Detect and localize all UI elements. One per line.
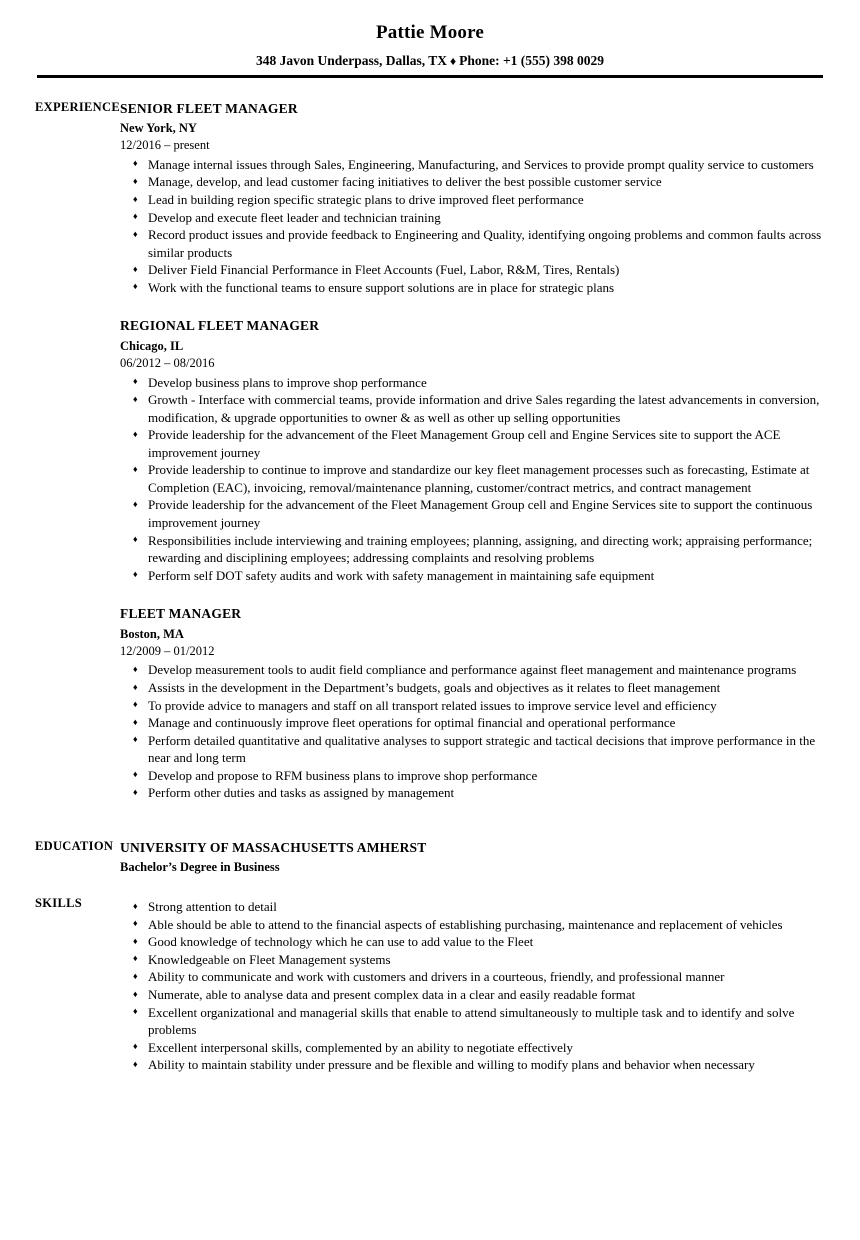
education-body: [120, 839, 860, 876]
job-responsibility-list: [120, 661, 823, 801]
list-item: ♦ Good knowledge of technology which he can use to add value to the Fleet: [120, 933, 823, 951]
list-item: ♦ Develop measurement tools to audit field compliance and performance against fleet management and maintenance programs: [120, 661, 823, 679]
diamond-separator-icon: ♦: [449, 53, 457, 68]
contact-phone: Phone: +1 (555) 398 0029: [459, 52, 605, 68]
experience-section: [0, 100, 860, 802]
job-dates: 12/2016 – present: [120, 138, 210, 153]
job-title: FLEET MANAGER: [120, 606, 242, 622]
list-item: ♦ Numerate, able to analyse data and present complex data in a clear and easily readable format: [120, 986, 823, 1004]
list-item: ♦ Develop and execute fleet leader and technician training: [120, 209, 823, 227]
section-label-experience: EXPERIENCE: [35, 99, 120, 114]
experience-body: [120, 100, 860, 802]
skills-section: [0, 896, 860, 1073]
list-item: ♦ Ability to maintain stability under pressure and be flexible and willing to modify plans and behavior when necessary: [120, 1056, 823, 1074]
experience-entry: [120, 317, 823, 584]
list-item: ♦ Provide leadership for the advancement of the Fleet Management Group cell and Engine Services site to support the continuous improvement journey: [120, 496, 823, 531]
list-item: ♦ Responsibilities include interviewing and training employees; planning, assigning, and directing work; appraising performance; rewarding and disciplining employees; addressing complaints and resolving problems: [120, 532, 823, 567]
list-item: ♦ Strong attention to detail: [120, 898, 823, 916]
list-item: ♦ Perform self DOT safety audits and work with safety management in maintaining safe equipment: [120, 567, 823, 585]
list-item: ♦ Growth - Interface with commercial teams, provide information and drive Sales regarding the latest advancements in conversion, modification, & upgrade opportunities to owner & as well as other up selling opportunities: [120, 391, 823, 426]
job-title: SENIOR FLEET MANAGER: [120, 100, 298, 116]
education-school: UNIVERSITY OF MASSACHUSETTS AMHERST: [120, 839, 427, 855]
list-item: ♦ Record product issues and provide feedback to Engineering and Quality, identifying ongoing problems and common faults across similar products: [120, 226, 823, 261]
list-item: ♦ To provide advice to managers and staff on all transport related issues to improve service level and efficiency: [120, 697, 823, 715]
list-item: ♦ Develop and propose to RFM business plans to improve shop performance: [120, 767, 823, 785]
job-responsibility-list: [120, 156, 823, 296]
list-item: ♦ Manage internal issues through Sales, Engineering, Manufacturing, and Services to provide prompt quality service to customers: [120, 156, 823, 174]
list-item: ♦ Assists in the development in the Department’s budgets, goals and objectives as it relates to fleet management: [120, 679, 823, 697]
job-title: REGIONAL FLEET MANAGER: [120, 318, 320, 334]
section-label-skills: SKILLS: [35, 896, 82, 911]
candidate-name: Pattie Moore: [375, 22, 485, 43]
experience-entry: [120, 605, 823, 802]
list-item: ♦ Develop business plans to improve shop performance: [120, 374, 823, 392]
list-item: ♦ Excellent organizational and managerial skills that enable to attend simultaneously to multiple task and to identify and solve problems: [120, 1004, 823, 1039]
job-dates: 12/2009 – 01/2012: [120, 643, 215, 658]
job-dates: 06/2012 – 08/2016: [120, 355, 215, 370]
contact-line: [0, 53, 860, 69]
list-item: ♦ Deliver Field Financial Performance in Fleet Accounts (Fuel, Labor, R&M, Tires, Rentals): [120, 261, 823, 279]
section-label-education: EDUCATION: [35, 838, 114, 853]
job-location: Boston, MA: [120, 626, 184, 641]
list-item: ♦ Able should be able to attend to the financial aspects of establishing purchasing, maintenance and replacement of vehicles: [120, 916, 823, 934]
list-item: ♦ Manage and continuously improve fleet operations for optimal financial and operational performance: [120, 714, 823, 732]
skills-body: [120, 896, 860, 1073]
list-item: ♦ Perform detailed quantitative and qualitative analyses to support strategic and tactical decisions that improve performance in the near and long term: [120, 732, 823, 767]
header-divider: [37, 75, 823, 78]
list-item: ♦ Lead in building region specific strategic plans to drive improved fleet performance: [120, 191, 823, 209]
list-item: ♦ Excellent interpersonal skills, complemented by an ability to negotiate effectively: [120, 1039, 823, 1057]
job-location: Chicago, IL: [120, 338, 184, 353]
education-degree: Bachelor’s Degree in Business: [120, 860, 280, 875]
list-item: ♦ Provide leadership for the advancement of the Fleet Management Group cell and Engine Services site to support the ACE improvement journey: [120, 426, 823, 461]
education-entry: [120, 839, 823, 876]
job-location: New York, NY: [120, 121, 197, 136]
contact-address: 348 Javon Underpass, Dallas, TX: [255, 52, 447, 68]
education-section: [0, 839, 860, 876]
skills-list: [120, 898, 823, 1073]
list-item: ♦ Provide leadership to continue to improve and standardize our key fleet management processes such as forecasting, Estimate at Completion (EAC), invoicing, removal/maintenance planning, customer/contract metrics, and contract management: [120, 461, 823, 496]
list-item: ♦ Work with the functional teams to ensure support solutions are in place for strategic plans: [120, 279, 823, 297]
list-item: ♦ Perform other duties and tasks as assigned by management: [120, 784, 823, 802]
job-responsibility-list: [120, 374, 823, 585]
list-item: ♦ Manage, develop, and lead customer facing initiatives to deliver the best possible customer service: [120, 173, 823, 191]
experience-entry: [120, 100, 823, 297]
list-item: ♦ Knowledgeable on Fleet Management systems: [120, 951, 823, 969]
list-item: ♦ Ability to communicate and work with customers and drivers in a courteous, friendly, and professional manner: [120, 968, 823, 986]
resume-header: [0, 0, 860, 78]
